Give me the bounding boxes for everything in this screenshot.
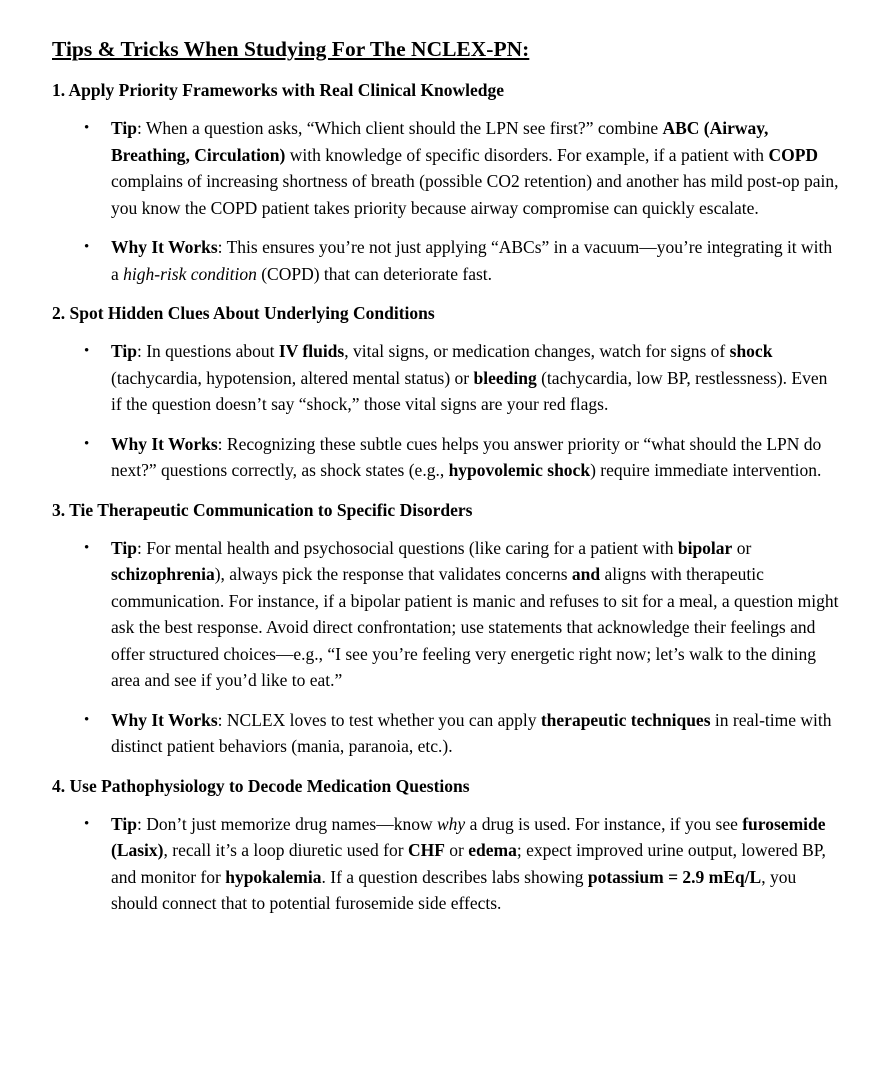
italic-text: why [437, 813, 466, 834]
section-1 [52, 79, 842, 287]
body-text: or [732, 537, 752, 558]
bullet-icon: • [84, 815, 90, 832]
body-text: in real-time with distinct patient behaviors (mania, paranoia, etc.). [111, 709, 832, 756]
body-text: : This ensures you’re not just applying “ABCs” in a vacuum—you’re integrating it with a [111, 237, 833, 284]
list-item-text [111, 118, 839, 218]
bullet-list [52, 811, 842, 917]
list-item [52, 431, 842, 484]
body-text: (tachycardia, low BP, restlessness). Even if the question doesn’t say “shock,” those vital signs are your red flags. [111, 367, 828, 414]
body-text: (tachycardia, hypotension, altered mental status) or [111, 367, 474, 388]
bullet-icon: • [84, 435, 90, 452]
list-item-text [111, 434, 821, 481]
list-item-text [111, 538, 839, 691]
body-text: , you should connect that to potential furosemide side effects. [111, 866, 797, 913]
bullet-list [52, 535, 842, 760]
bullet-icon: • [84, 239, 90, 255]
body-text: : Recognizing these subtle cues helps you answer priority or “what should the LPN do next?” questions correctly, as shock states (e.g., [111, 433, 822, 480]
bold-text: ABC (Airway, Breathing, Circulation) [111, 118, 769, 165]
list-item-text [111, 341, 827, 414]
body-text: : In questions about [136, 341, 279, 361]
list-item-text [111, 710, 832, 757]
body-text: : For mental health and psychosocial questions (like caring for a patient with [136, 537, 678, 558]
bold-text: Tip [111, 118, 137, 138]
bold-text: Tip [111, 537, 137, 558]
section-2 [52, 302, 842, 484]
page-title: Tips & Tricks When Studying For The NCLEX-PN: [52, 37, 530, 61]
bullet-icon: • [84, 711, 90, 728]
bold-text: Why It Works [111, 433, 218, 454]
bold-text: and [571, 564, 601, 584]
list-item [52, 707, 842, 760]
bold-text: hypokalemia [225, 866, 322, 887]
list-item-text [111, 814, 826, 914]
bullet-list [52, 115, 842, 287]
bold-text: furosemide (Lasix) [111, 813, 826, 860]
body-text: , vital signs, or medication changes, watch for signs of [344, 341, 730, 361]
list-item [52, 115, 842, 221]
body-text: aligns with therapeutic communication. For instance, if a bipolar patient is manic and refuses to sit for a meal, a question might ask the best response. Avoid direct confrontation; use statements that acknowledge their feelings and offer structured choices—e.g., “I see you’re feeling very energetic right now; let’s walk to the dining area and see if you’d like to eat.” [111, 564, 839, 690]
document-page [52, 36, 842, 917]
bold-text: bipolar [677, 537, 733, 558]
bold-text: bleeding [473, 367, 537, 388]
body-text: (COPD) that can deteriorate fast. [256, 263, 493, 284]
list-item-text [111, 237, 832, 284]
bullet-list [52, 338, 842, 484]
section-heading: 1. Apply Priority Frameworks with Real Clinical Knowledge [52, 80, 505, 100]
bullet-icon: • [84, 343, 90, 359]
bold-text: therapeutic techniques [540, 709, 711, 730]
section-heading: 3. Tie Therapeutic Communication to Specific Disorders [52, 499, 473, 520]
bold-text: Why It Works [111, 709, 218, 730]
body-text: a drug is used. For instance, if you see [465, 813, 743, 834]
bold-text: CHF [407, 840, 445, 860]
body-text: : Don’t just memorize drug names—know [136, 813, 437, 834]
section-heading: 4. Use Pathophysiology to Decode Medication Questions [52, 775, 470, 796]
body-text: complains of increasing shortness of breath (possible CO2 retention) and another has mild post-op pain, you know the COPD patient takes priority because airway compromise can quickly escalate. [111, 171, 839, 218]
section-heading: 2. Spot Hidden Clues About Underlying Conditions [52, 303, 435, 323]
body-text: ), always pick the response that validates concerns [214, 564, 572, 584]
list-item [52, 535, 842, 694]
body-text: or [444, 840, 469, 860]
list-item [52, 234, 842, 287]
italic-text: high-risk condition [123, 263, 257, 284]
bold-text: shock [729, 341, 773, 361]
bold-text: COPD [768, 144, 819, 165]
body-text: ; expect improved urine output, lowered BP, and monitor for [111, 840, 826, 887]
section-3 [52, 499, 842, 760]
body-text: : NCLEX loves to test whether you can apply [217, 709, 541, 730]
body-text: with knowledge of specific disorders. For example, if a patient with [285, 144, 769, 165]
bold-text: edema [468, 840, 517, 860]
section-4 [52, 775, 842, 917]
bullet-icon: • [84, 539, 90, 556]
bold-text: Tip [111, 341, 137, 361]
body-text: , recall it’s a loop diuretic used for [163, 840, 408, 860]
bold-text: IV fluids [278, 341, 345, 361]
body-text: ) require immediate intervention. [590, 460, 822, 480]
bold-text: hypovolemic shock [448, 460, 591, 480]
bold-text: schizophrenia [111, 564, 215, 584]
list-item [52, 338, 842, 418]
body-text: : When a question asks, “Which client should the LPN see first?” combine [136, 118, 663, 138]
bold-text: Why It Works [111, 237, 218, 257]
list-item [52, 811, 842, 917]
bold-text: Tip [111, 813, 137, 834]
body-text: . If a question describes labs showing [321, 866, 588, 887]
bullet-icon: • [84, 120, 90, 136]
bold-text: potassium = 2.9 mEq/L [587, 866, 762, 887]
